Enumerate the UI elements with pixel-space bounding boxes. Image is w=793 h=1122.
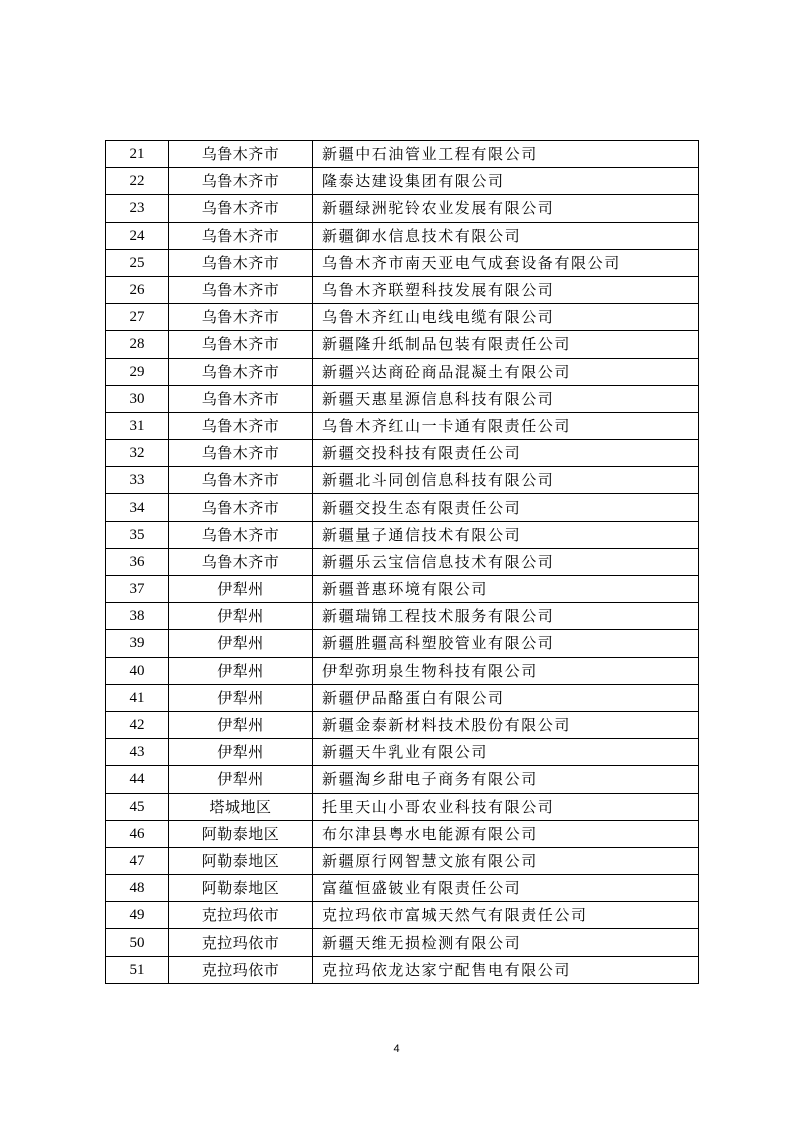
company-name-cell: 富蕴恒盛铍业有限责任公司	[313, 875, 699, 902]
region-cell: 伊犁州	[169, 711, 313, 738]
table-row	[106, 875, 699, 902]
row-number-cell: 32	[106, 440, 169, 467]
region-cell: 乌鲁木齐市	[169, 195, 313, 222]
row-number-cell: 33	[106, 467, 169, 494]
company-name-cell: 伊犁弥玥泉生物科技有限公司	[313, 657, 699, 684]
company-name-cell: 新疆量子通信技术有限公司	[313, 521, 699, 548]
region-cell: 乌鲁木齐市	[169, 548, 313, 575]
table-row	[106, 168, 699, 195]
table-body	[106, 141, 699, 984]
table-row	[106, 820, 699, 847]
row-number-cell: 44	[106, 766, 169, 793]
region-cell: 乌鲁木齐市	[169, 141, 313, 168]
row-number-cell: 43	[106, 739, 169, 766]
table-row	[106, 440, 699, 467]
region-cell: 乌鲁木齐市	[169, 440, 313, 467]
table-row	[106, 711, 699, 738]
table-row	[106, 684, 699, 711]
company-name-cell: 托里天山小哥农业科技有限公司	[313, 793, 699, 820]
region-cell: 伊犁州	[169, 739, 313, 766]
table-row	[106, 358, 699, 385]
row-number-cell: 27	[106, 304, 169, 331]
region-cell: 阿勒泰地区	[169, 847, 313, 874]
region-cell: 克拉玛依市	[169, 902, 313, 929]
row-number-cell: 41	[106, 684, 169, 711]
row-number-cell: 40	[106, 657, 169, 684]
table-row	[106, 249, 699, 276]
region-cell: 乌鲁木齐市	[169, 249, 313, 276]
table-row	[106, 385, 699, 412]
table-row	[106, 739, 699, 766]
row-number-cell: 23	[106, 195, 169, 222]
row-number-cell: 38	[106, 603, 169, 630]
company-name-cell: 新疆普惠环境有限公司	[313, 576, 699, 603]
region-cell: 乌鲁木齐市	[169, 358, 313, 385]
row-number-cell: 21	[106, 141, 169, 168]
company-name-cell: 布尔津县粤水电能源有限公司	[313, 820, 699, 847]
region-cell: 乌鲁木齐市	[169, 222, 313, 249]
region-cell: 阿勒泰地区	[169, 875, 313, 902]
table-row	[106, 276, 699, 303]
region-cell: 克拉玛依市	[169, 956, 313, 983]
table-row	[106, 412, 699, 439]
row-number-cell: 47	[106, 847, 169, 874]
row-number-cell: 51	[106, 956, 169, 983]
row-number-cell: 39	[106, 630, 169, 657]
company-name-cell: 新疆金泰新材料技术股份有限公司	[313, 711, 699, 738]
row-number-cell: 26	[106, 276, 169, 303]
page-number: 4	[393, 1043, 400, 1055]
row-number-cell: 35	[106, 521, 169, 548]
company-name-cell: 乌鲁木齐红山一卡通有限责任公司	[313, 412, 699, 439]
row-number-cell: 46	[106, 820, 169, 847]
table-row	[106, 141, 699, 168]
row-number-cell: 50	[106, 929, 169, 956]
company-name-cell: 新疆淘乡甜电子商务有限公司	[313, 766, 699, 793]
row-number-cell: 24	[106, 222, 169, 249]
company-name-cell: 新疆中石油管业工程有限公司	[313, 141, 699, 168]
company-name-cell: 乌鲁木齐市南天亚电气成套设备有限公司	[313, 249, 699, 276]
region-cell: 伊犁州	[169, 657, 313, 684]
table-row	[106, 494, 699, 521]
company-name-cell: 新疆交投生态有限责任公司	[313, 494, 699, 521]
company-name-cell: 新疆绿洲驼铃农业发展有限公司	[313, 195, 699, 222]
region-cell: 伊犁州	[169, 603, 313, 630]
table-row	[106, 603, 699, 630]
region-cell: 伊犁州	[169, 766, 313, 793]
region-cell: 乌鲁木齐市	[169, 276, 313, 303]
region-cell: 乌鲁木齐市	[169, 467, 313, 494]
table-row	[106, 929, 699, 956]
region-cell: 乌鲁木齐市	[169, 494, 313, 521]
company-name-cell: 新疆北斗同创信息科技有限公司	[313, 467, 699, 494]
row-number-cell: 34	[106, 494, 169, 521]
table-row	[106, 766, 699, 793]
region-cell: 阿勒泰地区	[169, 820, 313, 847]
company-name-cell: 隆泰达建设集团有限公司	[313, 168, 699, 195]
table-row	[106, 222, 699, 249]
row-number-cell: 29	[106, 358, 169, 385]
table-row	[106, 956, 699, 983]
region-cell: 乌鲁木齐市	[169, 521, 313, 548]
company-name-cell: 新疆兴达商砼商品混凝土有限公司	[313, 358, 699, 385]
table-row	[106, 195, 699, 222]
row-number-cell: 28	[106, 331, 169, 358]
table-row	[106, 847, 699, 874]
company-name-cell: 新疆御水信息技术有限公司	[313, 222, 699, 249]
region-cell: 乌鲁木齐市	[169, 412, 313, 439]
region-cell: 乌鲁木齐市	[169, 385, 313, 412]
company-name-cell: 新疆乐云宝信信息技术有限公司	[313, 548, 699, 575]
table-row	[106, 548, 699, 575]
company-name-cell: 新疆原行网智慧文旅有限公司	[313, 847, 699, 874]
row-number-cell: 31	[106, 412, 169, 439]
table-row	[106, 657, 699, 684]
company-name-cell: 新疆交投科技有限责任公司	[313, 440, 699, 467]
region-cell: 乌鲁木齐市	[169, 304, 313, 331]
company-name-cell: 新疆伊品酪蛋白有限公司	[313, 684, 699, 711]
row-number-cell: 30	[106, 385, 169, 412]
company-name-cell: 克拉玛依市富城天然气有限责任公司	[313, 902, 699, 929]
region-cell: 伊犁州	[169, 630, 313, 657]
row-number-cell: 22	[106, 168, 169, 195]
region-cell: 塔城地区	[169, 793, 313, 820]
table-row	[106, 304, 699, 331]
company-name-cell: 新疆天牛乳业有限公司	[313, 739, 699, 766]
region-cell: 乌鲁木齐市	[169, 331, 313, 358]
company-list-table	[105, 140, 699, 984]
table-row	[106, 793, 699, 820]
company-name-cell: 乌鲁木齐红山电线电缆有限公司	[313, 304, 699, 331]
table-row	[106, 521, 699, 548]
row-number-cell: 42	[106, 711, 169, 738]
row-number-cell: 45	[106, 793, 169, 820]
company-name-cell: 新疆天惠星源信息科技有限公司	[313, 385, 699, 412]
company-name-cell: 新疆天维无损检测有限公司	[313, 929, 699, 956]
company-name-cell: 新疆胜疆高科塑胶管业有限公司	[313, 630, 699, 657]
row-number-cell: 36	[106, 548, 169, 575]
row-number-cell: 48	[106, 875, 169, 902]
company-name-cell: 新疆隆升纸制品包装有限责任公司	[313, 331, 699, 358]
row-number-cell: 49	[106, 902, 169, 929]
table-row	[106, 630, 699, 657]
company-name-cell: 克拉玛依龙达家宁配售电有限公司	[313, 956, 699, 983]
company-name-cell: 新疆瑞锦工程技术服务有限公司	[313, 603, 699, 630]
table-row	[106, 902, 699, 929]
row-number-cell: 37	[106, 576, 169, 603]
region-cell: 伊犁州	[169, 684, 313, 711]
company-name-cell: 乌鲁木齐联塑科技发展有限公司	[313, 276, 699, 303]
table-row	[106, 467, 699, 494]
region-cell: 伊犁州	[169, 576, 313, 603]
row-number-cell: 25	[106, 249, 169, 276]
region-cell: 乌鲁木齐市	[169, 168, 313, 195]
region-cell: 克拉玛依市	[169, 929, 313, 956]
table-row	[106, 576, 699, 603]
table-row	[106, 331, 699, 358]
